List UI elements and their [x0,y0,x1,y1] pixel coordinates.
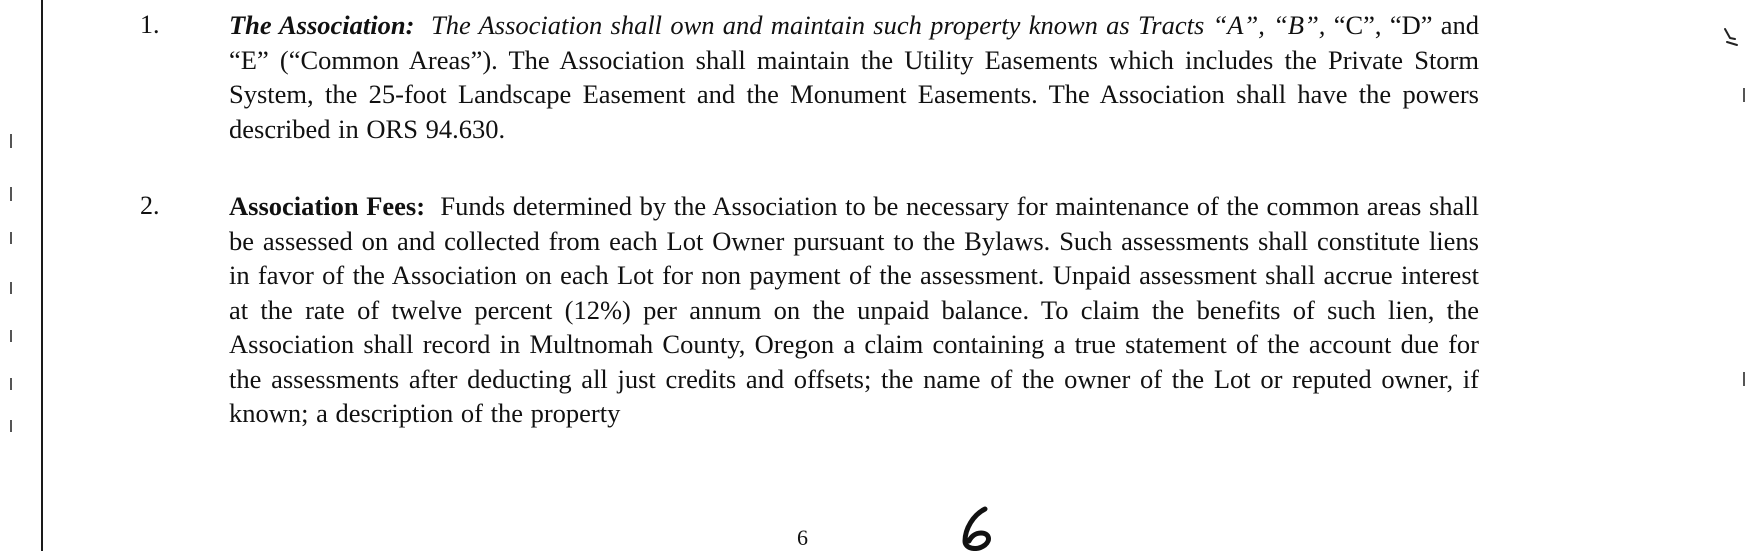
section-heading: The Association: [229,10,415,40]
margin-tick [10,330,12,342]
section-paragraph [229,189,1479,431]
margin-tick [10,134,12,148]
section-number: 1. [140,10,160,39]
section-number: 2. [140,191,160,220]
margin-rule [41,0,43,551]
margin-tick [10,232,12,244]
margin-tick [10,378,12,390]
section-paragraph [229,8,1479,146]
scan-mark-icon [1721,26,1743,56]
section-heading: Association Fees: [229,191,426,221]
section-body: “C”, “D” and “E” (“Common Areas”). The Association shall maintain the Utility Easements which includes the Private Storm System, the 25-foot Landscape Easement and the Monument Easements. The Association shall have the powers described in ORS 94.630. [229,10,1480,144]
margin-tick [1743,372,1745,386]
margin-tick [10,187,12,201]
margin-tick [1743,88,1745,102]
page-number: 6 [797,525,808,550]
margin-tick [10,282,12,294]
section-body: Funds determined by the Association to be necessary for maintenance of the common areas shall be assessed on and collected from each Lot Owner pursuant to the Bylaws. Such assessments shall constitute liens in favor of the Association on each Lot for non payment of the assessment. Unpaid assessment shall accrue interest at the rate of twelve percent (12%) per annum on the unpaid balance. To claim the benefits of such lien, the Association shall record in Multnomah County, Oregon a claim containing a true statement of the account due for the assessments after deducting all just credits and offsets; the name of the owner of the Lot or reputed owner, if known; a description of the property [229,191,1479,428]
section-body-italic: The Association shall own and maintain such property known as Tracts “A”, “B”, [431,10,1326,40]
handwritten-page-mark [955,505,1015,551]
margin-tick [10,420,12,432]
